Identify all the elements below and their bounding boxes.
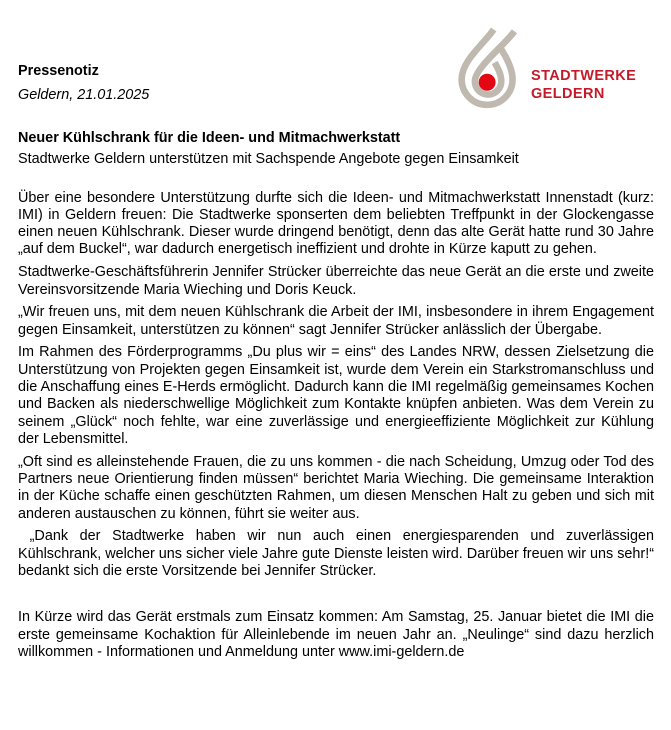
press-meta [18,63,149,105]
logo-wordmark-line1: STADTWERKE [531,68,637,84]
water-drop-icon [456,26,522,114]
logo-red-dot [479,74,496,91]
article-body [18,190,654,662]
document-kind-label: Pressenotiz [18,63,99,79]
logo-wordmark-line2: GELDERN [531,86,605,102]
body-paragraph: Über eine besondere Unterstützung durfte sich die Ideen- und Mitmachwerkstatt Innenstadt (kurz: IMI) in Geldern freuen: Die Stadtwerke sponserten dem beliebten Treffpunkt in der Glockengasse einen neuen Kühlschrank. Dieser wurde dringend benötigt, denn das alte Gerät hatte rund 30 Jahre „auf dem Buckel“, war dadurch energetisch ineffizient und drohte in Kürze kaputt zu gehen. [18,189,654,258]
body-paragraph: Stadtwerke-Geschäftsführerin Jennifer Strücker überreichte das neue Gerät an die erste und zweite Vereinsvorsitzende Maria Wieching und Doris Keuck. [18,264,654,298]
page-header [18,0,654,116]
stadtwerke-geldern-logo [456,26,636,114]
body-paragraph: „Oft sind es alleinstehende Frauen, die zu uns kommen - die nach Scheidung, Umzug oder Tod des Partners neue Orientierung finden müssen“ berichtet Maria Wieching. Die gemeinsame Interaktion in der Küche schaffe einen geschützten Rahmen, um diesen Menschen Halt zu geben und sich mit anderen austauschen zu können, führt sie weiter aus. [18,453,654,522]
dateline: Geldern, 21.01.2025 [18,87,150,104]
body-paragraph: Im Rahmen des Förderprogramms „Du plus wir = eins“ des Landes NRW, dessen Zielsetzung die Unterstützung von Projekten gegen Einsamkeit ist, wurde dem Verein ein Starkstromanschluss und die Anschaffung eines E-Herds ermöglicht. Dadurch kann die IMI regelmäßig gemeinsames Kochen und Backen als niederschwellige Möglichkeit zum Kontakte knüpfen anbieten. Was dem Verein zu seinem „Glück“ noch fehlte, war eine zuverlässige und energieeffiziente Möglichkeit zur Kühlung der Lebensmittel. [18,344,654,447]
body-paragraph: In Kürze wird das Gerät erstmals zum Einsatz kommen: Am Samstag, 25. Januar bietet die IMI die erste gemeinsame Kochaktion für Alleinlebende im neuen Jahr an. „Neulinge“ sind dazu herzlich willkommen - Informationen und Anmeldung unter www.imi-geldern.de [18,609,654,660]
logo-wordmark [531,26,636,103]
body-paragraph: „Wir freuen uns, mit dem neuen Kühlschrank die Arbeit der IMI, insbesondere in ihrem Engagement gegen Einsamkeit, unterstützen zu können“ sagt Jennifer Strücker anlässlich der Übergabe. [18,304,654,338]
body-paragraph: „Dank der Stadtwerke haben wir nun auch einen energiesparenden und zuverlässigen Kühlschrank, welcher uns sicher viele Jahre gute Dienste leisten wird. Darüber freuen wir uns sehr!“ bedankt sich die erste Vorsitzende bei Jennifer Strücker. [18,528,654,580]
subheadline: Stadtwerke Geldern unterstützen mit Sachspende Angebote gegen Einsamkeit [18,151,519,168]
headline: Neuer Kühlschrank für die Ideen- und Mitmachwerkstatt [18,130,401,146]
headline-block [18,130,654,169]
